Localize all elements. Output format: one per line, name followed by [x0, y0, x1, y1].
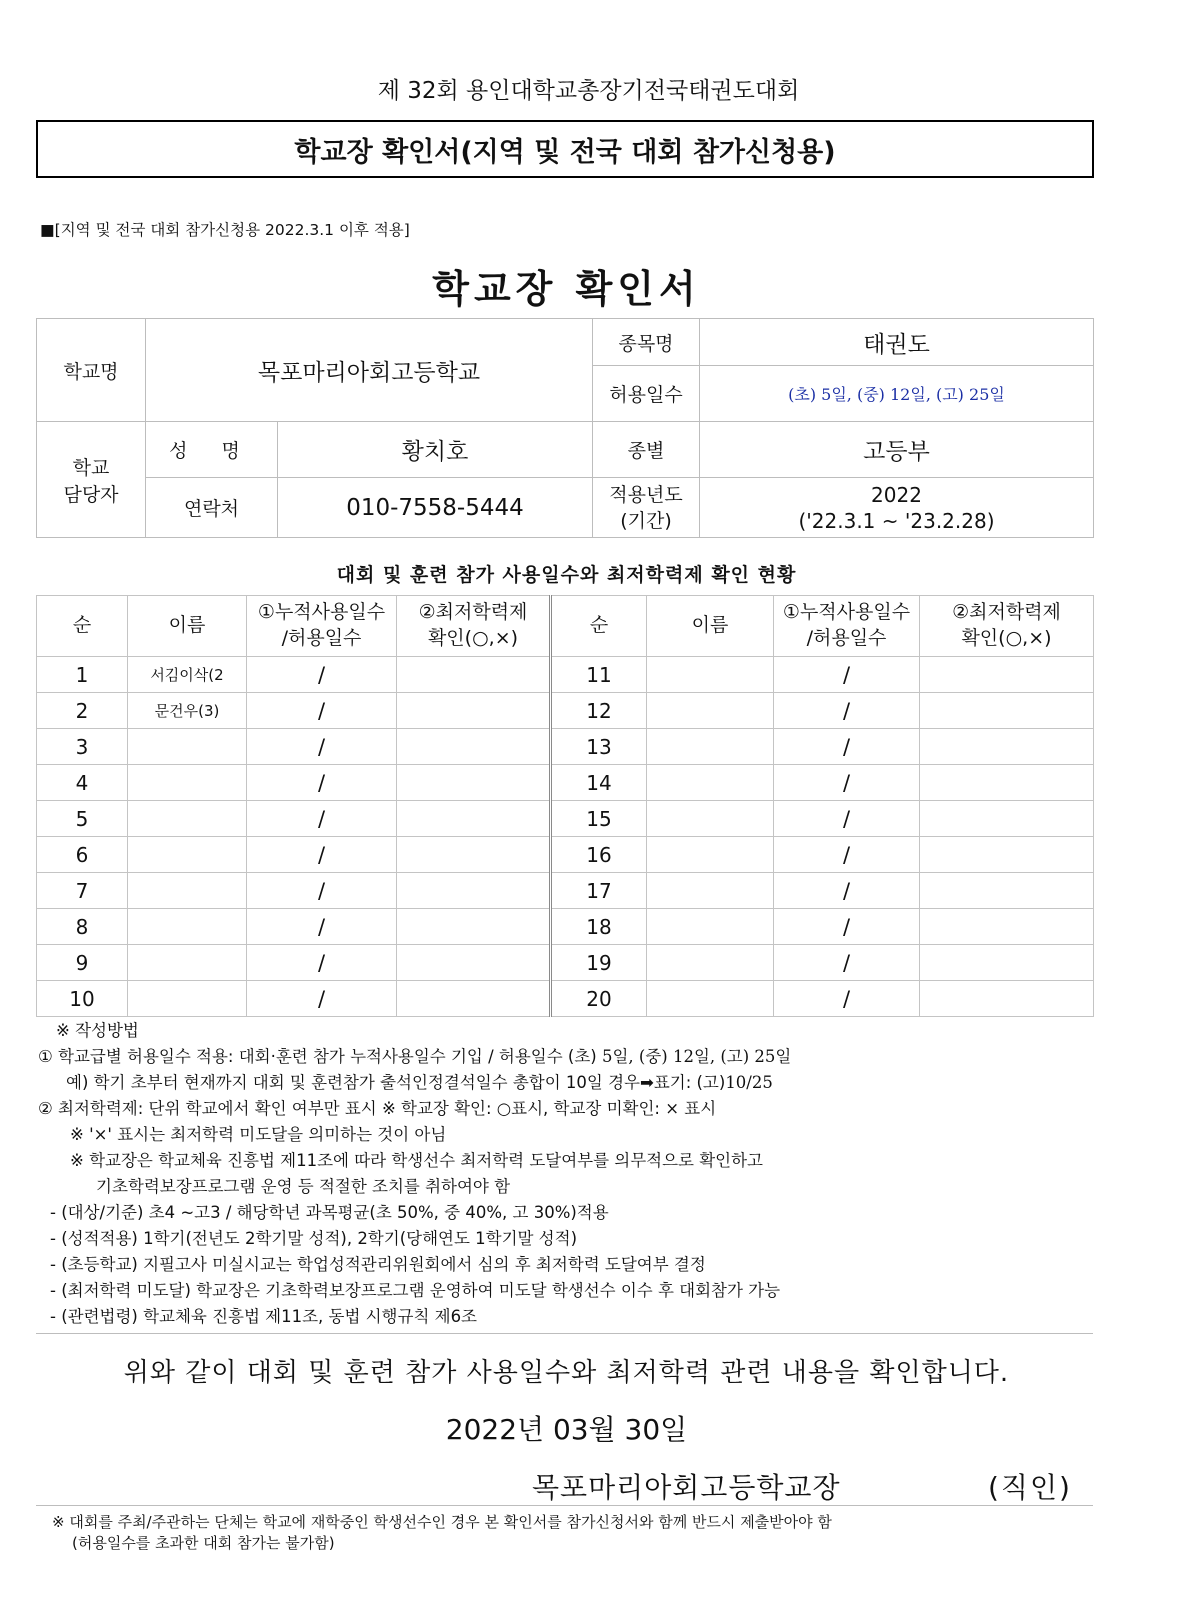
row-no: 3: [37, 729, 128, 765]
row-no: 12: [551, 693, 647, 729]
header-min-left-line-2: 확인(○,×): [427, 627, 519, 649]
header-min-right-line-1: ②최저학력제: [952, 601, 1061, 624]
instruction-line-2: [38, 1070, 1098, 1096]
row-check: [397, 765, 551, 801]
header-min-left-line-1: ②최저학력제: [418, 601, 528, 624]
divider-bottom: [36, 1505, 1093, 1506]
row-check: [920, 729, 1094, 765]
row-no: 13: [551, 729, 647, 765]
header-usage-right-line-1: ①누적사용일수: [782, 601, 911, 624]
row-check: [920, 657, 1094, 693]
row-check: [920, 945, 1094, 981]
row-usage: /: [247, 981, 397, 1017]
header-usage-left-line-1: ①누적사용일수: [257, 601, 386, 624]
table-row: [37, 693, 1094, 729]
row-no: 16: [551, 837, 647, 873]
table-row: [37, 801, 1094, 837]
sport-label: 종목명: [593, 319, 700, 366]
sport-value: 태권도: [700, 319, 1094, 366]
row-no: 10: [37, 981, 128, 1017]
footnote-line-2: (허용일수를 초과한 대회 참가는 불가함): [72, 1534, 335, 1552]
instruction-line-6: 기초학력보장프로그램 운영 등 적절한 조치를 취하여야 함: [96, 1177, 511, 1196]
applied-year-label: [593, 478, 700, 538]
row-no: 9: [37, 945, 128, 981]
header-no-right: 순: [551, 596, 647, 657]
phone-value: 010-7558-5444: [278, 478, 593, 538]
contact-group-label-line-1: 학교: [72, 456, 110, 479]
applied-year-value: [700, 478, 1094, 538]
division-label: 종별: [593, 422, 700, 478]
instruction-line-1-days: 5일, (중) 12일, (고) 25일: [596, 1047, 792, 1066]
row-name: [647, 657, 774, 693]
row-check: [397, 657, 551, 693]
row-name: [647, 981, 774, 1017]
row-usage: /: [774, 873, 920, 909]
row-check: [397, 693, 551, 729]
info-row-contact-phone: [37, 478, 1094, 538]
row-name: [647, 945, 774, 981]
row-name: [647, 909, 774, 945]
row-usage: /: [774, 657, 920, 693]
row-name: [647, 765, 774, 801]
row-usage: /: [247, 801, 397, 837]
row-name: [647, 729, 774, 765]
section-title: 대회 및 훈련 참가 사용일수와 최저학력제 확인 현황: [336, 564, 797, 586]
row-check: [397, 981, 551, 1017]
row-name: [128, 837, 247, 873]
row-usage: /: [774, 765, 920, 801]
row-name: [128, 873, 247, 909]
header-usage-left: [247, 596, 397, 657]
row-usage: /: [247, 945, 397, 981]
row-check: [920, 909, 1094, 945]
school-name-label: 학교명: [37, 319, 146, 422]
header-name-left: 이름: [128, 596, 247, 657]
row-no: 15: [551, 801, 647, 837]
info-table: [36, 318, 1094, 538]
row-usage: /: [774, 801, 920, 837]
instruction-line-2-example: 10/25: [725, 1073, 773, 1092]
header-min-left: [397, 596, 551, 657]
header-no-left: 순: [37, 596, 128, 657]
row-usage: /: [774, 981, 920, 1017]
row-check: [397, 909, 551, 945]
row-name: 문건우(3): [128, 693, 247, 729]
row-name: [128, 765, 247, 801]
instruction-line-11: - (관련법령) 학교체육 진흥법 제11조, 동법 시행규칙 제6조: [50, 1307, 477, 1326]
row-name: [128, 945, 247, 981]
row-usage: /: [247, 873, 397, 909]
table-row: [37, 729, 1094, 765]
row-check: [397, 945, 551, 981]
row-no: 8: [37, 909, 128, 945]
instruction-line-10: - (최저학력 미도달) 학교장은 기초학력보장프로그램 운영하여 미도달 학생선수 이수 후 대회참가 가능: [50, 1281, 781, 1300]
table-row: [37, 909, 1094, 945]
row-no: 6: [37, 837, 128, 873]
table-row: [37, 981, 1094, 1017]
document-title: 학교장 확인서: [432, 267, 701, 311]
row-no: 7: [37, 873, 128, 909]
header-usage-right-line-2: /허용일수: [806, 627, 887, 649]
official-seal-placeholder: (직인): [988, 1471, 1072, 1504]
row-check: [920, 765, 1094, 801]
info-row-sport: [37, 319, 1094, 366]
row-usage: /: [774, 909, 920, 945]
contact-group-label-line-2: 담당자: [63, 483, 119, 506]
writing-instructions: [38, 1018, 1098, 1330]
row-name: [647, 801, 774, 837]
header-usage-left-line-2: /허용일수: [281, 627, 362, 649]
applicability-notice: ■[지역 및 전국 대회 참가신청용 2022.3.1 이후 적용]: [40, 221, 410, 239]
row-name: [128, 729, 247, 765]
footnote-line-1: ※ 대회를 주최/주관하는 단체는 학교에 재학중인 학생선수인 경우 본 확인서를 참가신청서와 함께 반드시 제출받아야 함: [52, 1513, 832, 1531]
row-check: [920, 981, 1094, 1017]
row-no: 5: [37, 801, 128, 837]
row-name: [647, 693, 774, 729]
table-row: [37, 657, 1094, 693]
row-name: [128, 801, 247, 837]
contact-name-value: 황치호: [278, 422, 593, 478]
row-name: [647, 873, 774, 909]
confirmation-statement: 위와 같이 대회 및 훈련 참가 사용일수와 최저학력 관련 내용을 확인합니다.: [123, 1358, 1010, 1388]
row-usage: /: [247, 729, 397, 765]
row-no: 14: [551, 765, 647, 801]
header-name-right: 이름: [647, 596, 774, 657]
allowed-days-label: 허용일수: [593, 366, 700, 422]
row-check: [920, 801, 1094, 837]
row-no: 11: [551, 657, 647, 693]
row-check: [397, 873, 551, 909]
row-no: 1: [37, 657, 128, 693]
row-name: [128, 981, 247, 1017]
row-check: [920, 693, 1094, 729]
form-title-box: [36, 120, 1094, 178]
confirmation-date: 2022년 03월 30일: [445, 1413, 688, 1446]
instruction-line-1: [38, 1044, 1098, 1070]
row-usage: /: [774, 693, 920, 729]
school-name-value: 목포마리아회고등학교: [146, 319, 593, 422]
row-no: 19: [551, 945, 647, 981]
table-row: [37, 837, 1094, 873]
row-check: [920, 837, 1094, 873]
header-min-right-line-2: 확인(○,×): [961, 627, 1052, 649]
row-no: 20: [551, 981, 647, 1017]
instruction-line-1-text: ① 학교급별 허용일수 적용: 대회·훈련 참가 누적사용일수 기입 / 허용일수 (초): [38, 1047, 597, 1066]
instruction-line-5: ※ 학교장은 학교체육 진흥법 제11조에 따라 학생선수 최저학력 도달여부를 의무적으로 확인하고: [70, 1151, 763, 1170]
row-usage: /: [774, 729, 920, 765]
divider-top: [36, 1333, 1093, 1334]
instruction-line-4: ※ '×' 표시는 최저학력 미도달을 의미하는 것이 아님: [70, 1125, 447, 1144]
row-name: [128, 909, 247, 945]
instructions-heading: ※ 작성방법: [56, 1021, 139, 1040]
row-usage: /: [247, 657, 397, 693]
row-name: 서김이삭(2: [128, 657, 247, 693]
roster-table: [36, 595, 1094, 1017]
contact-name-label: 성 명: [146, 422, 278, 478]
applied-year-label-line-1: 적용년도: [609, 483, 683, 506]
row-name: [647, 837, 774, 873]
instruction-line-9: - (초등학교) 지필고사 미실시교는 학업성적관리위원회에서 심의 후 최저학력 도달여부 결정: [50, 1255, 706, 1274]
applied-year-value-line-1: 2022: [871, 482, 922, 507]
info-row-contact-name: [37, 422, 1094, 478]
roster-header-row: [37, 596, 1094, 657]
row-usage: /: [774, 945, 920, 981]
header-min-right: [920, 596, 1094, 657]
row-no: 2: [37, 693, 128, 729]
applied-year-label-line-2: (기간): [620, 509, 672, 532]
event-title: 제 32회 용인대학교총장기전국태권도대회: [377, 78, 800, 104]
row-check: [920, 873, 1094, 909]
row-no: 17: [551, 873, 647, 909]
row-usage: /: [774, 837, 920, 873]
header-usage-right: [774, 596, 920, 657]
row-check: [397, 729, 551, 765]
row-check: [397, 837, 551, 873]
footnote: [52, 1512, 1102, 1554]
applied-year-value-line-2: ('22.3.1 ~ '23.2.28): [798, 508, 995, 533]
row-usage: /: [247, 837, 397, 873]
table-row: [37, 765, 1094, 801]
row-usage: /: [247, 693, 397, 729]
form-title: 학교장 확인서(지역 및 전국 대회 참가신청용): [294, 136, 836, 168]
instruction-line-8: - (성적적용) 1학기(전년도 2학기말 성적), 2학기(당해연도 1학기말 성적): [50, 1229, 578, 1248]
allowed-days-value: (초) 5일, (중) 12일, (고) 25일: [700, 366, 1094, 422]
row-no: 18: [551, 909, 647, 945]
contact-group-label: [37, 422, 146, 538]
instruction-line-7: - (대상/기준) 초4 ~고3 / 해당학년 과목평균(초 50%, 중 40%, 고 30%)적용: [50, 1203, 609, 1222]
row-check: [397, 801, 551, 837]
row-usage: /: [247, 909, 397, 945]
table-row: [37, 873, 1094, 909]
instruction-line-3: ② 최저학력제: 단위 학교에서 확인 여부만 표시 ※ 학교장 확인: ○표시, 학교장 미확인: × 표시: [38, 1099, 717, 1118]
instruction-line-2-text: 예) 학기 초부터 현재까지 대회 및 훈련참가 출석인정결석일수 총합이 10일 경우➡표기: (고): [66, 1073, 726, 1092]
principal-title: 목포마리아회고등학교장: [532, 1471, 841, 1504]
row-no: 4: [37, 765, 128, 801]
division-value: 고등부: [700, 422, 1094, 478]
phone-label: 연락처: [146, 478, 278, 538]
table-row: [37, 945, 1094, 981]
row-usage: /: [247, 765, 397, 801]
